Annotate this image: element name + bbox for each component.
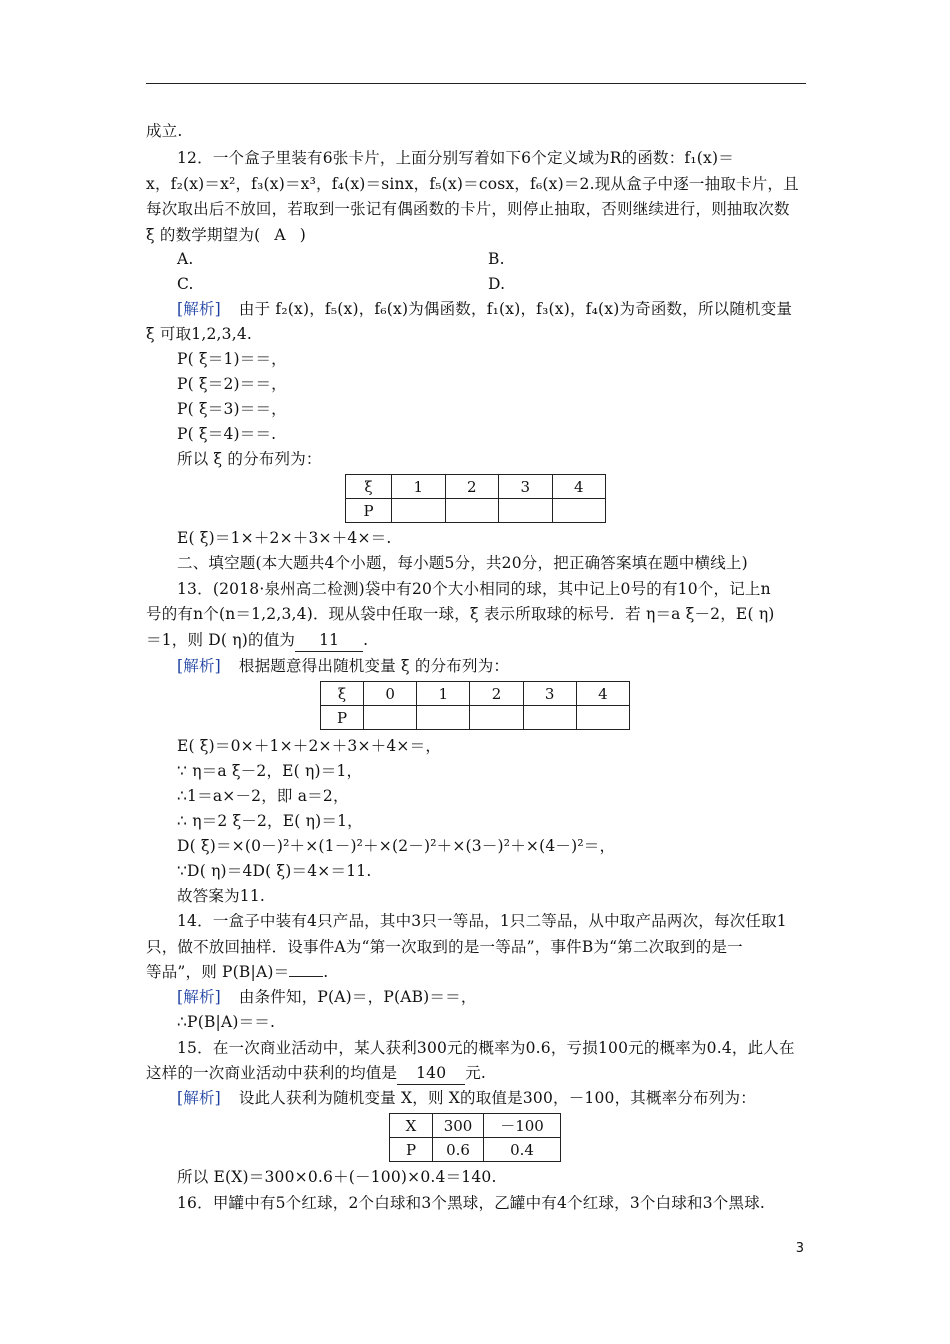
table-row [390, 1138, 561, 1162]
text-line: E( ξ)＝0×＋1×＋2×＋3×＋4×＝， [177, 737, 442, 755]
text-span: 设此人获利为随机变量 X，则 X的取值是300，－100，其概率分布列为： [238, 1089, 756, 1107]
table-cell [364, 706, 417, 730]
table-row [321, 706, 630, 730]
answer-blank: 11 [295, 629, 363, 652]
table-cell: P [390, 1138, 433, 1162]
text-line [146, 961, 328, 983]
table-cell: 300 [433, 1114, 484, 1138]
header-rule [146, 83, 806, 84]
solution-tag: [解析] [177, 988, 221, 1006]
option-a: A. [177, 250, 194, 268]
distribution-table-13 [320, 681, 630, 730]
question-15: 15．在一次商业活动中，某人获利300元的概率为0.6，亏损100元的概率为0.4，此人在 [177, 1039, 795, 1057]
text-line [146, 629, 368, 652]
solution-12 [177, 298, 792, 320]
table-cell: 3 [523, 682, 576, 706]
table-cell [417, 706, 470, 730]
text-line: 所以 E(X)＝300×0.6＋(－100)×0.4＝140. [177, 1168, 497, 1186]
table-cell: 2 [445, 475, 499, 499]
table-cell: 0.4 [484, 1138, 561, 1162]
text-line: 所以 ξ 的分布列为： [177, 450, 322, 468]
text-span: ) [299, 226, 306, 244]
text-line [146, 1062, 486, 1085]
table-cell [470, 706, 523, 730]
text-line: ∴P(B|A)＝＝. [177, 1013, 276, 1031]
text-line: P( ξ＝1)＝＝， [177, 350, 287, 368]
solution-14 [177, 986, 477, 1008]
text-span: 这样的一次商业活动中获利的均值是 [146, 1064, 398, 1082]
table-cell: 1 [392, 475, 446, 499]
text-line: P( ξ＝3)＝＝， [177, 400, 287, 418]
section-heading: 二、填空题(本大题共4个小题，每小题5分，共20分，把正确答案填在题中横线上) [177, 554, 748, 572]
question-12: 12．一个盒子里装有6张卡片，上面分别写着如下6个定义域为R的函数：f₁(x)＝ [177, 149, 734, 167]
text-line: E( ξ)＝1×＋2×＋3×＋4×＝. [177, 529, 392, 547]
table-cell: X [390, 1114, 433, 1138]
table-cell [445, 499, 499, 523]
text-line: D( ξ)＝×(0－)²＋×(1－)²＋×(2－)²＋×(3－)²＋×(4－)²＝， [177, 837, 616, 855]
table-cell: 2 [470, 682, 523, 706]
text-line: ξ 可取1,2,3,4. [146, 325, 253, 343]
page-number: 3 [795, 1241, 804, 1256]
text-line: 只，做不放回抽样．设事件A为“第一次取到的是一等品”，事件B为“第二次取到的是一 [146, 938, 743, 956]
table-cell: P [346, 499, 392, 523]
table-cell: 0.6 [433, 1138, 484, 1162]
answer-choice: A [274, 226, 286, 244]
text-span: ＝1，则 D( η)的值为 [146, 631, 296, 649]
table-cell: ξ [321, 682, 364, 706]
table-row [390, 1114, 561, 1138]
text-span: 根据题意得出随机变量 ξ 的分布列为： [238, 657, 510, 675]
text-span: 等品”，则 P(B|A)＝ [146, 963, 290, 981]
table-cell: 3 [499, 475, 553, 499]
option-d: D. [488, 275, 506, 293]
text-span: ξ 的数学期望为( [146, 226, 261, 244]
option-b: B. [488, 250, 505, 268]
table-cell: 4 [552, 475, 606, 499]
table-row [346, 475, 606, 499]
table-row [346, 499, 606, 523]
table-cell [392, 499, 446, 523]
text-line: ∵D( η)＝4D( ξ)＝4×＝11. [177, 862, 372, 880]
text-line: ∴1＝a×－2，即 a＝2， [177, 787, 349, 805]
text-line: 号的有n个(n＝1,2,3,4)．现从袋中任取一球，ξ 表示所取球的标号．若 η＝a ξ－2，E( η) [146, 605, 775, 623]
table-cell: 4 [576, 682, 629, 706]
answer-blank [289, 962, 323, 977]
text-span: 由条件知，P(A)＝，P(AB)＝＝， [238, 988, 477, 1006]
solution-tag: [解析] [177, 300, 221, 318]
text-line: ∴ η＝2 ξ－2，E( η)＝1， [177, 812, 363, 830]
answer-blank: 140 [397, 1062, 465, 1085]
text-line: 故答案为11. [177, 887, 266, 905]
text-line: x，f₂(x)＝x²，f₃(x)＝x³，f₄(x)＝sinx，f₅(x)＝cosx，f₆(x)＝2.现从盒子中逐一抽取卡片，且 [146, 175, 799, 193]
table-cell: ξ [346, 475, 392, 499]
solution-tag: [解析] [177, 657, 221, 675]
table-cell: －100 [484, 1114, 561, 1138]
table-row [321, 682, 630, 706]
text-span: . [363, 631, 369, 649]
text-line: 成立. [146, 122, 183, 140]
solution-15 [177, 1087, 756, 1109]
text-line: ∵ η＝a ξ－2，E( η)＝1， [177, 762, 363, 780]
distribution-table-15 [389, 1113, 561, 1162]
text-line: P( ξ＝2)＝＝， [177, 375, 287, 393]
text-span: 由于 f₂(x)，f₅(x)，f₆(x)为偶函数，f₁(x)，f₃(x)，f₄(x)为奇函数，所以随机变量 [238, 300, 793, 318]
solution-tag: [解析] [177, 1089, 221, 1107]
text-line [146, 224, 306, 246]
table-cell [552, 499, 606, 523]
table-cell [523, 706, 576, 730]
solution-13 [177, 655, 509, 677]
text-span: 元. [465, 1064, 487, 1082]
question-13: 13．(2018·泉州高二检测)袋中有20个大小相同的球，其中记上0号的有10个，记上n [177, 580, 771, 598]
table-cell: 0 [364, 682, 417, 706]
text-span: . [323, 963, 329, 981]
table-cell [576, 706, 629, 730]
table-cell: P [321, 706, 364, 730]
option-c: C. [177, 275, 194, 293]
text-line: 每次取出后不放回，若取到一张记有偶函数的卡片，则停止抽取，否则继续进行，则抽取次数 [146, 200, 790, 218]
question-14: 14．一盒子中装有4只产品，其中3只一等品，1只二等品，从中取产品两次，每次任取1 [177, 912, 787, 930]
table-cell: 1 [417, 682, 470, 706]
table-cell [499, 499, 553, 523]
text-line: P( ξ＝4)＝＝. [177, 425, 277, 443]
distribution-table-12 [345, 474, 606, 523]
question-16: 16．甲罐中有5个红球，2个白球和3个黑球，乙罐中有4个红球，3个白球和3个黑球. [177, 1194, 766, 1212]
